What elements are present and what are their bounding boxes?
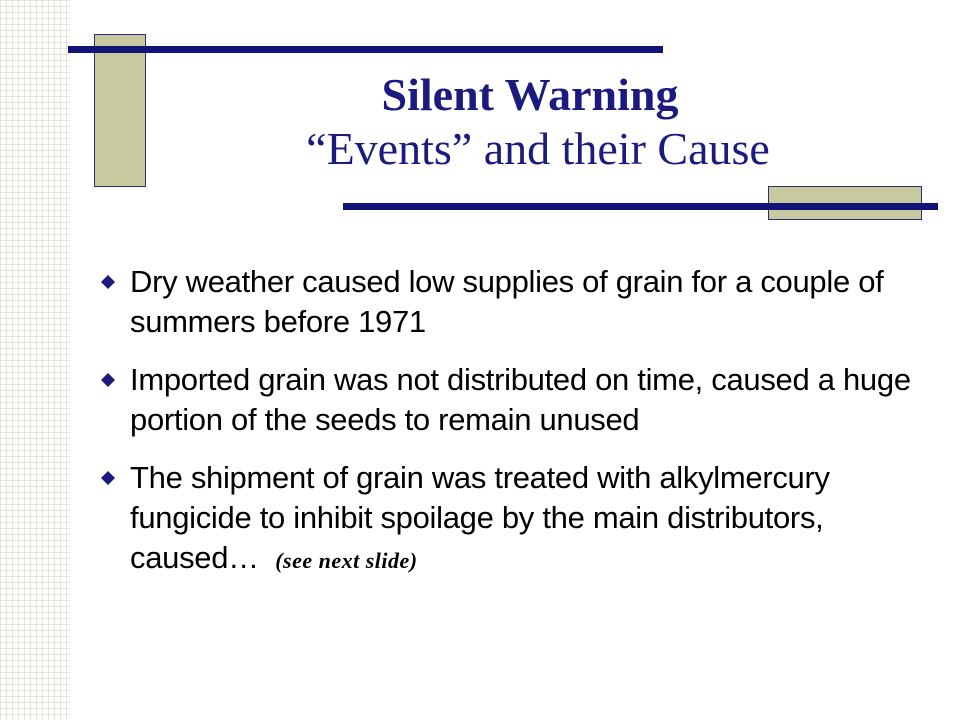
bullet-note: (see next slide) bbox=[275, 548, 418, 573]
slide-title-subtitle: “Events” and their Cause bbox=[306, 123, 770, 174]
bullet-text: Imported grain was not distributed on time, caused a huge portion of the seeds to remain unused bbox=[130, 362, 911, 437]
diamond-bullet-icon bbox=[98, 468, 118, 488]
diamond-bullet-icon bbox=[98, 272, 118, 292]
decorative-line-bottom bbox=[343, 203, 938, 210]
left-edge-pattern bbox=[0, 0, 70, 720]
bullet-text: Dry weather caused low supplies of grain for a couple of summers before 1971 bbox=[130, 264, 884, 339]
diamond-bullet-icon bbox=[98, 370, 118, 390]
bullet-text: The shipment of grain was treated with alkylmercury fungicide to inhibit spoilage by the main distributors, caused… bbox=[130, 460, 830, 575]
slide-title-main: Silent Warning bbox=[381, 69, 679, 120]
bullet-item bbox=[96, 458, 916, 581]
decorative-line-top bbox=[68, 46, 663, 53]
slide-title bbox=[160, 68, 900, 176]
bullet-item bbox=[96, 360, 916, 440]
bullet-list bbox=[96, 262, 916, 599]
decorative-block-left bbox=[94, 34, 146, 187]
bullet-item bbox=[96, 262, 916, 342]
